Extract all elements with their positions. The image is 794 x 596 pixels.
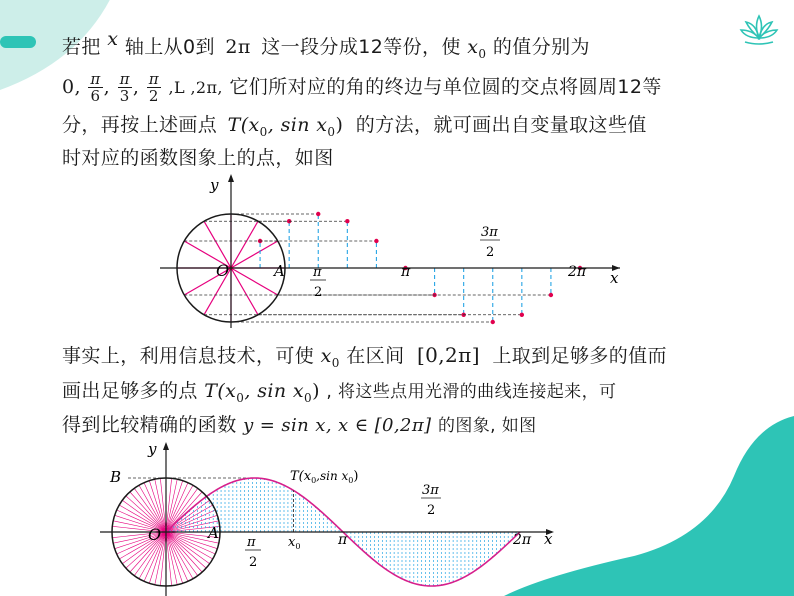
radius-line <box>231 241 278 268</box>
text: 得到比较精确的函数 <box>62 414 237 436</box>
tick-3pi2-den: 2 <box>427 503 436 518</box>
radius-line <box>231 268 278 295</box>
tick-3pi2-num: 3π <box>481 225 498 240</box>
tick-pi2-num: π <box>313 265 322 280</box>
math-zero: 0, <box>62 76 81 98</box>
figure-sine-curve <box>90 440 570 596</box>
tick-x0: $x_0$ <box>288 535 301 551</box>
text: 分，再按上述画点 <box>62 114 218 136</box>
label-A: A <box>208 524 219 542</box>
text: 它们所对应的角的终边与单位圆的交点将圆周12等 <box>229 76 662 98</box>
math-T: T(x <box>227 114 260 136</box>
tick-pi: π <box>401 264 411 280</box>
label-x: x <box>610 269 619 287</box>
figure-unit-circle-points <box>150 170 640 330</box>
frac-pi-3: $\frac{\pi}{3}$ <box>119 70 130 105</box>
paragraph2-line3 <box>62 412 537 439</box>
label-y: y <box>210 176 219 194</box>
label-origin: O <box>216 261 230 280</box>
text: 的值分别为 <box>492 36 590 58</box>
paragraph1-line1 <box>62 28 590 67</box>
radius-line <box>231 221 258 268</box>
frac-pi-2: $\frac{\pi}{2}$ <box>148 70 159 105</box>
graph-point <box>374 239 378 243</box>
text: 的方法，就可画出自变量取这些值 <box>355 114 647 136</box>
text: 轴上从0到 <box>124 36 215 58</box>
math-T: T(x <box>204 380 237 402</box>
label-y: y <box>148 440 157 458</box>
math-interval: [0,2π] <box>416 343 480 367</box>
label-B: B <box>110 468 122 486</box>
text: 在区间 <box>346 345 405 367</box>
y-axis-arrow <box>163 442 169 450</box>
y-axis-arrow <box>228 174 234 182</box>
tick-2pi: 2π <box>513 532 532 548</box>
tick-pi2-den: 2 <box>249 555 258 570</box>
graph-point <box>491 320 495 324</box>
text: 事实上，利用信息技术，可使 <box>62 345 315 367</box>
tick-3pi2-num: 3π <box>422 483 439 498</box>
label-T: $T(x_0,\sin$ $x_0$) <box>290 469 359 485</box>
graph-point <box>549 293 553 297</box>
math-2pi: 2π <box>225 36 251 58</box>
tick-2pi: 2π <box>568 264 587 280</box>
tick-3pi2-den: 2 <box>486 245 495 260</box>
text: 时对应的函数图象上的点，如图 <box>62 147 334 169</box>
decor-pill <box>0 36 36 48</box>
frac-pi-6: $\frac{\pi}{6}$ <box>90 70 101 105</box>
text: 这一段分成12等份，使 <box>261 36 461 58</box>
text: 上取到足够多的值而 <box>492 345 667 367</box>
paragraph1-line2: 0, $\frac{\pi}{6}$ , $\frac{\pi}{3}$ , $\frac{\pi}{2}$ ,L ,2π, 它们所对应的角的终边与单位圆的交点将圆周12等 <box>62 70 662 105</box>
radius-line <box>231 268 258 315</box>
paragraph2-line2: 画出足够多的点 $T(x_0$, $\sin x_0$) , 将这些点用光滑的曲线连接起来，可 <box>62 380 617 405</box>
math-function: y = sin x, x ∈ [0,2π] <box>243 415 432 436</box>
label-x: x <box>544 530 553 548</box>
math-x: x <box>107 28 119 50</box>
math-sub: 0 <box>478 46 487 61</box>
graph-point <box>316 212 320 216</box>
tick-pi2-num: π <box>247 535 256 550</box>
paragraph2-line1: 事实上，利用信息技术，可使 $x_0$ 在区间 [0,2π] 上取到足够多的值而 <box>62 343 667 370</box>
text: , 将这些点用光滑的曲线连接起来，可 <box>326 382 617 402</box>
paragraph1-line3: 分，再按上述画点 $T(x_0$, $\sin x_0$) 的方法，就可画出自变量取这些值 <box>62 114 647 139</box>
text: 画出足够多的点 <box>62 380 198 402</box>
radius-line <box>166 483 188 532</box>
text: 的图象, 如图 <box>437 416 537 436</box>
text: 若把 <box>62 36 101 58</box>
math-dots: ,L ,2π, <box>168 78 223 97</box>
tick-pi: π <box>338 532 348 548</box>
label-origin: O <box>148 525 162 544</box>
paragraph1-line4 <box>62 145 334 171</box>
radius-line <box>166 532 188 581</box>
label-A: A <box>274 262 285 280</box>
tick-pi2-den: 2 <box>314 285 323 300</box>
graph-point <box>520 313 524 317</box>
graph-point <box>345 219 349 223</box>
math-x0: x <box>467 36 479 58</box>
lotus-icon <box>736 8 782 54</box>
math-x0: x <box>320 345 332 367</box>
